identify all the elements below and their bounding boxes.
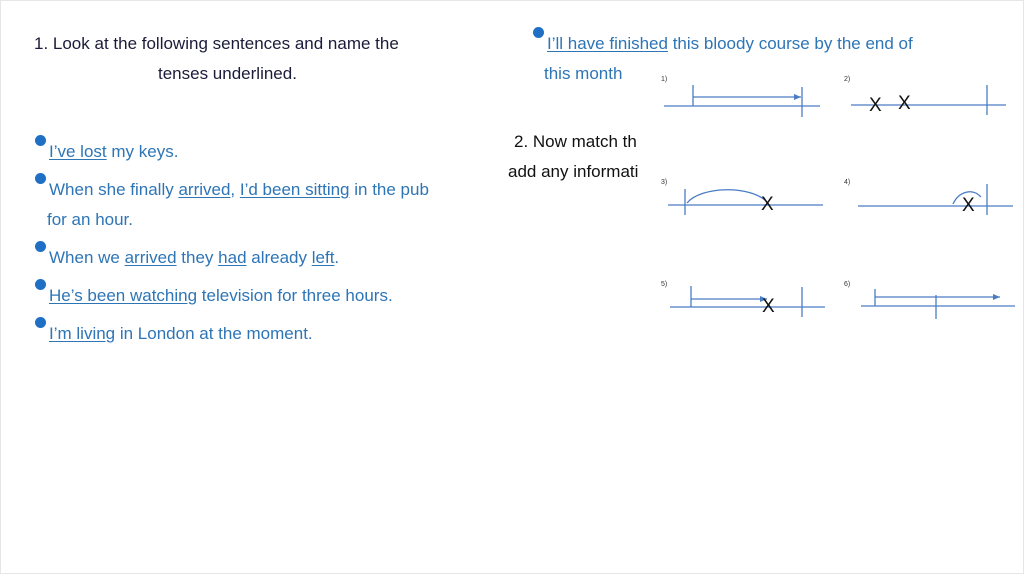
sentence-text: ,: [230, 180, 240, 199]
diagram-number: 6): [844, 281, 851, 288]
underlined-tense: arrived: [178, 180, 231, 199]
sentence-continuation: this month: [544, 64, 623, 83]
diagram-number: 2): [844, 76, 851, 83]
sentence-text: television for three hours.: [197, 286, 393, 305]
event-mark: X: [762, 296, 775, 317]
sentence-text: in London at the moment.: [115, 324, 313, 343]
question-2-line-1: 2. Now match th: [514, 132, 637, 151]
sentence-text: in the pub: [349, 180, 429, 199]
event-mark: X: [761, 194, 774, 215]
sentence-continuation: for an hour.: [47, 210, 134, 229]
underlined-tense: left: [311, 248, 335, 267]
underlined-tense: I’d been sitting: [239, 180, 350, 199]
event-mark: X: [869, 95, 882, 116]
timeline-diagram-4: [858, 184, 1013, 215]
event-mark: X: [898, 93, 911, 114]
sentence-text: .: [334, 248, 340, 267]
event-mark: X: [962, 195, 975, 216]
diagram-number: 5): [661, 281, 668, 288]
sentence-text: they: [176, 248, 219, 267]
question-1-line-2: tenses underlined.: [158, 64, 297, 83]
timeline-diagram-1: [664, 85, 820, 117]
underlined-tense: had: [218, 248, 247, 267]
underlined-tense: I’m living: [49, 324, 116, 343]
underlined-tense: arrived: [124, 248, 177, 267]
diagram-number: 3): [661, 179, 668, 186]
sentence-text: my keys.: [106, 142, 179, 161]
sentence-text: this bloody course by the end of: [667, 34, 913, 53]
underlined-tense: I’ll have finished: [547, 34, 668, 53]
timeline-diagram-5: [670, 286, 825, 317]
sentence-text: When she finally: [49, 180, 179, 199]
diagram-number: 1): [661, 76, 668, 83]
underlined-tense: I’ve lost: [49, 142, 107, 161]
sentence-text: already: [246, 248, 312, 267]
timeline-diagrams: [1, 1, 1024, 575]
underlined-tense: He’s been watching: [49, 286, 198, 305]
timeline-diagram-3: [668, 189, 823, 215]
question-1-line-1: 1. Look at the following sentences and name the: [34, 34, 399, 53]
timeline-diagram-6: [861, 289, 1015, 319]
diagram-number: 4): [844, 179, 851, 186]
sentence-text: When we: [49, 248, 125, 267]
question-2-line-2: add any informati: [508, 162, 639, 181]
